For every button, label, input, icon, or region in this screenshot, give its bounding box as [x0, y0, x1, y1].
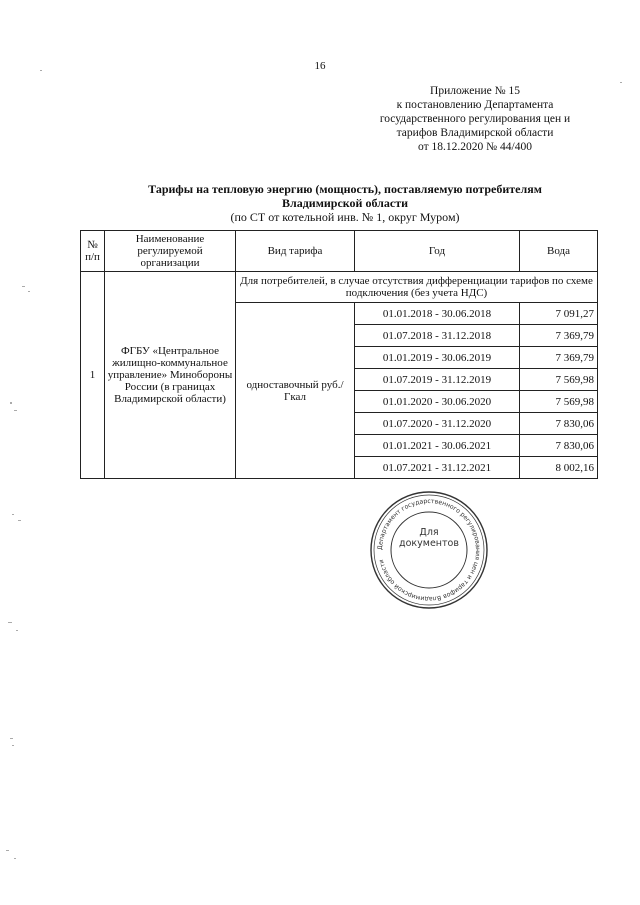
appendix-line: государственного регулирования цен и	[379, 113, 571, 125]
value-cell: 7 830,06	[520, 413, 598, 435]
stamp-center-text	[398, 527, 460, 549]
header-type: Вид тарифа	[236, 231, 355, 272]
value-cell: 7 569,98	[520, 369, 598, 391]
appendix-line: к постановлению Департамента	[396, 99, 554, 111]
stamp-center-line: Для	[419, 527, 439, 538]
title-subline: (по СТ от котельной инв. № 1, округ Муром)	[230, 210, 460, 224]
period-cell: 01.01.2019 - 30.06.2019	[355, 347, 520, 369]
period-cell: 01.07.2021 - 31.12.2021	[355, 457, 520, 479]
period-cell: 01.07.2020 - 31.12.2020	[355, 413, 520, 435]
header-year: Год	[355, 231, 520, 272]
stamp-center-line: документов	[399, 538, 459, 549]
value-cell: 7 569,98	[520, 391, 598, 413]
period-cell: 01.01.2021 - 30.06.2021	[355, 435, 520, 457]
title-line: Владимирской области	[281, 196, 409, 210]
period-cell: 01.01.2020 - 30.06.2020	[355, 391, 520, 413]
value-cell: 7 369,79	[520, 347, 598, 369]
organization-name: ФГБУ «Центральное жилищно-коммунальное управление» Минобороны России (в границах Владимирской области)	[105, 272, 236, 479]
header-org: Наименование регулируемой организации	[105, 231, 236, 272]
condition-row	[81, 272, 598, 303]
value-cell: 7 091,27	[520, 303, 598, 325]
header-num: № п/п	[81, 231, 105, 272]
header-water: Вода	[520, 231, 598, 272]
value-cell: 7 369,79	[520, 325, 598, 347]
appendix-header	[360, 84, 590, 154]
page-number: 16	[314, 60, 326, 72]
period-cell: 01.01.2018 - 30.06.2018	[355, 303, 520, 325]
stamp-ring-text: Департамент государственного регулирования цен и тарифов Владимирской области	[376, 497, 482, 603]
tariff-type: одноставочный руб./Гкал	[236, 303, 355, 479]
appendix-line: тарифов Владимирской области	[396, 127, 554, 139]
value-cell: 7 830,06	[520, 435, 598, 457]
table-header-row	[81, 231, 598, 272]
tariff-table	[80, 230, 598, 479]
official-stamp-seal	[369, 490, 489, 610]
period-cell: 01.07.2018 - 31.12.2018	[355, 325, 520, 347]
row-number: 1	[81, 272, 105, 479]
document-title	[90, 182, 600, 224]
period-cell: 01.07.2019 - 31.12.2019	[355, 369, 520, 391]
appendix-line: от 18.12.2020 № 44/400	[418, 141, 532, 153]
title-line: Тарифы на тепловую энергию (мощность), поставляемую потребителям	[148, 182, 542, 196]
value-cell: 8 002,16	[520, 457, 598, 479]
condition-text: Для потребителей, в случае отсутствия дифференциации тарифов по схеме подключения (без учета НДС)	[236, 272, 598, 303]
appendix-line: Приложение № 15	[430, 85, 520, 97]
